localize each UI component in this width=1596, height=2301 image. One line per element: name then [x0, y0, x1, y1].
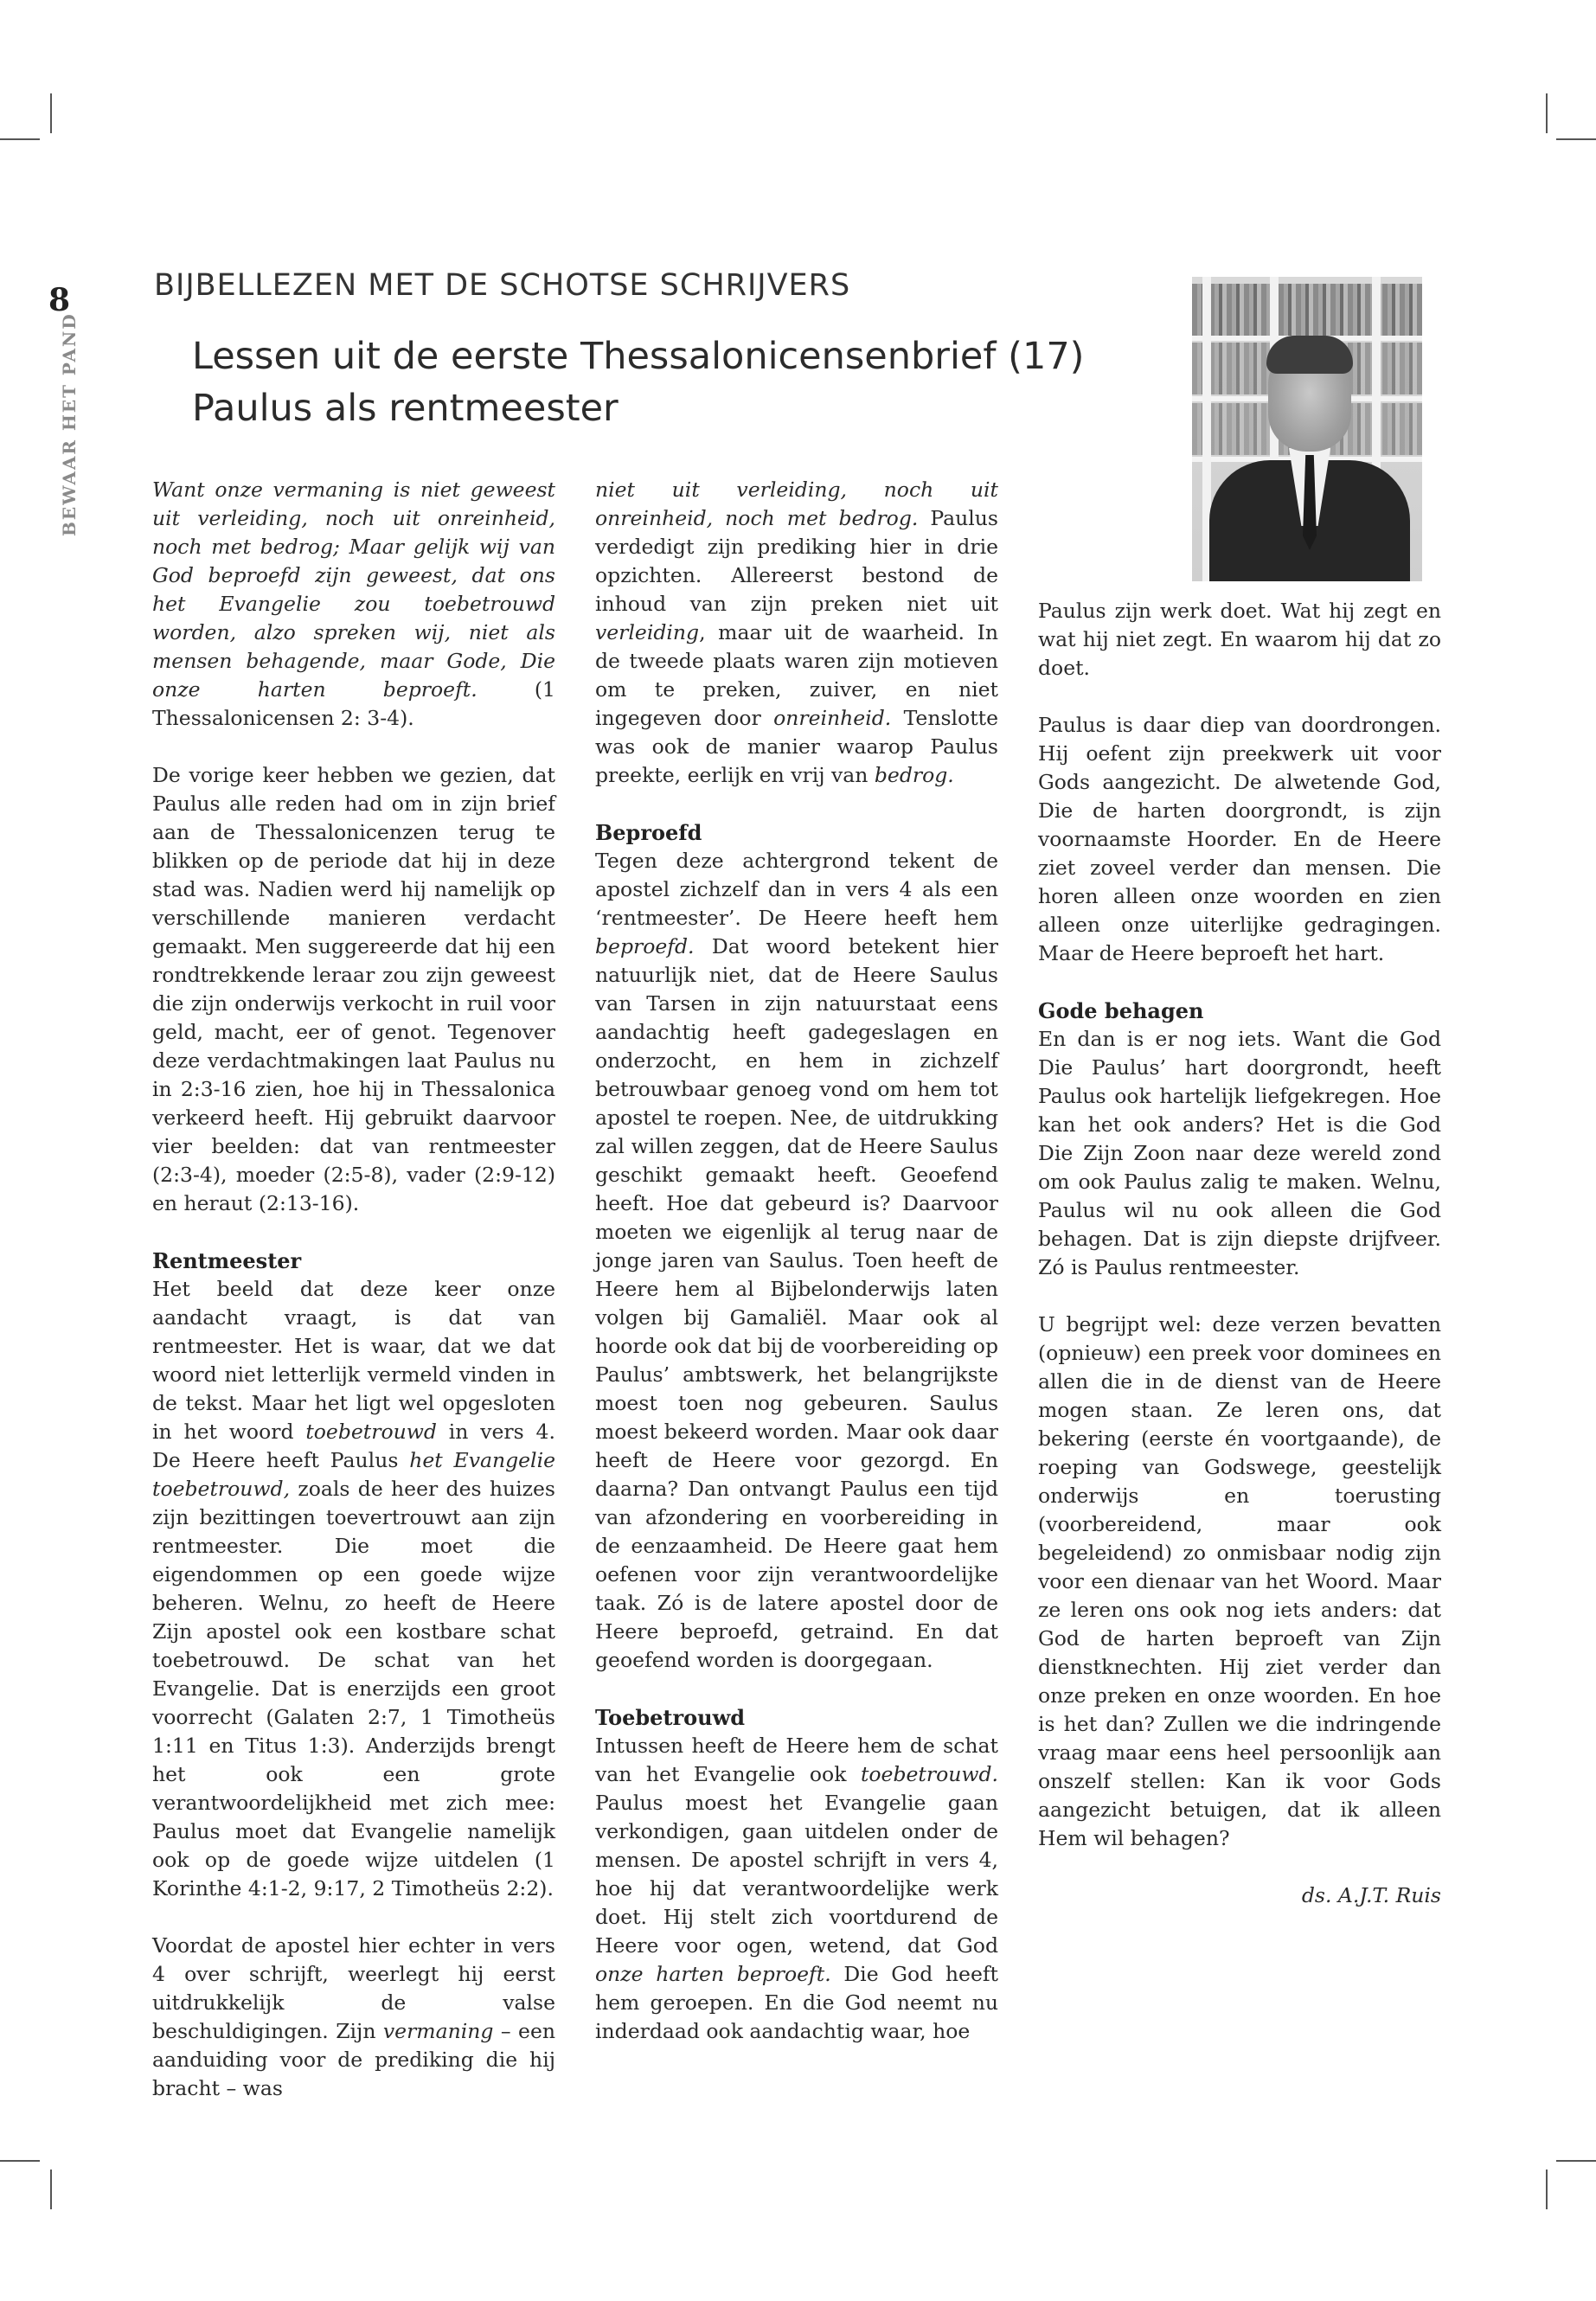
magazine-side-label: BEWAAR HET PAND: [59, 312, 80, 536]
page-number: 8: [48, 282, 71, 318]
crop-mark: [1546, 93, 1548, 133]
crop-mark: [50, 93, 52, 133]
section-header: BIJBELLEZEN MET DE SCHOTSE SCHRIJVERS: [154, 268, 851, 303]
paragraph: Het beeld dat deze keer onze aandacht vraagt, is dat van rentmeester. Het is waar, dat we dat woord niet letterlijk vermeld vinden in de tekst. Maar het ligt wel opgesloten in het woord toebetrouwd in vers 4. De Heere heeft Paulus het Evangelie toebetrouwd, zoals de heer des huizes zijn bezittingen toevertrouwt aan zijn rentmeester. Die moet die eigendommen op een goede wijze beheren. Welnu, zo heeft de Heere Zijn apostel ook een kostbare schat toebetrouwd. De schat van het Evangelie. Dat is enerzijds een groot voorrecht (Galaten 2:7, 1 Timotheüs 1:11 en Titus 1:3). Anderzijds brengt het ook een grote verantwoordelijkheid met zich mee: Paulus moet dat Evangelie namelijk ook op de goede wijze uitdelen (1 Korinthe 4:1-2, 9:17, 2 Timotheüs 2:2).: [152, 1277, 555, 1900]
article-column-2: [595, 476, 998, 2046]
author-signature: ds. A.J.T. Ruis: [1301, 1883, 1441, 1907]
intro-paragraph: [152, 476, 555, 733]
paragraph: Paulus is daar diep van doordrongen. Hij oefent zijn preekwerk uit voor Gods aangezicht. De alwetende God, Die de harten doorgrondt, is zijn voornaamste Hoorder. En de Heere ziet zoveel verder dan mensen. Die horen alleen onze woorden en zien alleen onze uiterlijke gedragingen. Maar de Heere beproeft het hart.: [1038, 713, 1441, 965]
crop-mark: [1556, 2160, 1596, 2162]
article-column-1: [152, 476, 555, 2103]
scripture-quote: Want onze vermaning is niet geweest uit verleiding, noch uit onreinheid, noch met bedrog; Maar gelijk wij van God beproefd zijn geweest, dat ons het Evangelie zou toebetrouwd worden, alzo spreken wij, niet als mensen behagende, maar Gode, Die onze harten beproeft.: [152, 478, 555, 702]
paragraph: Paulus zijn werk doet. Wat hij zegt en wat hij niet zegt. En waarom hij dat zo doet.: [1038, 599, 1441, 680]
crop-mark: [1546, 2170, 1548, 2209]
paragraph: niet uit verleiding, noch uit onreinheid, noch met bedrog. Paulus verdedigt zijn prediking hier in drie opzichten. Allereerst bestond de inhoud van zijn preken niet uit verleiding, maar uit de waarheid. In de tweede plaats waren zijn motieven om te preken, zuiver, en niet ingegeven door onreinheid. Tenslotte was ook de manier waarop Paulus preekte, eerlijk en vrij van bedrog.: [595, 478, 998, 787]
subheading: Beproefd: [595, 820, 702, 845]
subheading: Gode behagen: [1038, 998, 1204, 1023]
crop-mark: [50, 2170, 52, 2209]
paragraph: U begrijpt wel: deze verzen bevatten (opnieuw) een preek voor dominees en allen die in de dienst van de Heere mogen staan. Ze leren ons, dat bekering (eerste én voortgaande), de roeping van Godswege, geestelijk onderwijs en toerusting (voorbereidend, maar ook begeleidend) zo onmisbaar nodig zijn voor een dienaar van het Woord. Maar ze leren ons ook nog iets anders: dat God de harten beproeft van Zijn dienstknechten. Hij ziet verder dan onze preken en onze woorden. En hoe is het dan? Zullen we die indringende vraag maar eens heel persoonlijk aan onszelf stellen: Kan ik voor Gods aangezicht betuigen, dat ik alleen Hem wil behagen?: [1038, 1312, 1441, 1850]
paragraph: Voordat de apostel hier echter in vers 4 over schrijft, weerlegt hij eerst uitdrukkelijk de valse beschuldigingen. Zijn vermaning – een aanduiding voor de prediking die hij bracht – was: [152, 1933, 555, 2100]
crop-mark: [0, 138, 40, 140]
article-column-3: [1038, 597, 1441, 1910]
paragraph: En dan is er nog iets. Want die God Die Paulus’ hart doorgrondt, heeft Paulus ook hartelijk liefgekregen. Hoe kan het ook anders? Het is die God Die Zijn Zoon naar deze wereld zond om ook Paulus zalig te maken. Welnu, Paulus wil nu ook alleen die God behagen. Dat is zijn diepste drijfveer. Zó is Paulus rentmeester.: [1038, 1027, 1441, 1279]
scripture-reference: (1 Thessalonicensen 2: 3-4).: [152, 677, 555, 730]
paragraph: Intussen heeft de Heere hem de schat van het Evangelie ook toebetrouwd. Paulus moest het Evangelie gaan verkondigen, gaan uitdelen onder de mensen. De apostel schrijft in vers 4, hoe hij dat verantwoordelijke werk doet. Hij stelt zich voortdurend de Heere voor ogen, wetend, dat God onze harten beproeft. Die God heeft hem geroepen. En die God neemt nu inderdaad ook aandachtig waar, hoe: [595, 1734, 998, 2043]
crop-mark: [0, 2160, 40, 2162]
crop-mark: [1556, 138, 1596, 140]
subheading: Toebetrouwd: [595, 1705, 746, 1730]
title-line-2: Paulus als rentmeester: [192, 387, 619, 430]
author-photo: [1192, 277, 1422, 581]
title-line-1: Lessen uit de eerste Thessalonicensenbrief (17): [192, 335, 1085, 378]
paragraph: De vorige keer hebben we gezien, dat Paulus alle reden had om in zijn brief aan de Thessalonicenzen terug te blikken op de periode dat hij in deze stad was. Nadien werd hij namelijk op verschillende manieren verdacht gemaakt. Men suggereerde dat hij een rondtrekkende leraar zou zijn geweest die zijn onderwijs verkocht in ruil voor geld, macht, eer of genot. Tegenover deze verdachtmakingen laat Paulus nu in 2:3-16 zien, hoe hij in Thessalonica verkeerd heeft. Hij gebruikt daarvoor vier beelden: dat van rentmeester (2:3-4), moeder (2:5-8), vader (2:9-12) en heraut (2:13-16).: [152, 763, 555, 1215]
paragraph: Tegen deze achtergrond tekent de apostel zichzelf dan in vers 4 als een ‘rentmeester’. De Heere heeft hem beproefd. Dat woord betekent hier natuurlijk niet, dat de Heere Saulus van Tarsen in zijn natuurstaat eens aandachtig heeft gadegeslagen en onderzocht, en hem in zichzelf betrouwbaar genoeg vond om hem tot apostel te roepen. Nee, de uitdrukking zal willen zeggen, dat de Heere Saulus geschikt gemaakt heeft. Geoefend heeft. Hoe dat gebeurd is? Daarvoor moeten we eigenlijk al terug naar de jonge jaren van Saulus. Toen heeft de Heere hem al Bijbelonderwijs laten volgen bij Gamaliël. Maar ook al hoorde ook dat bij de voorbereiding op Paulus’ ambtswerk, het belangrijkste moest toen nog gebeuren. Saulus moest bekeerd worden. Maar ook daar heeft de Heere voor gezorgd. En daarna? Dan ontvangt Paulus een tijd van afzondering en voorbereiding in de eenzaamheid. De Heere gaat hem oefenen voor zijn verantwoordelijke taak. Zó is de latere apostel door de Heere beproefd, getraind. En dat geoefend worden is doorgegaan.: [595, 849, 998, 1672]
subheading: Rentmeester: [152, 1248, 302, 1273]
article-title: [192, 330, 1161, 434]
